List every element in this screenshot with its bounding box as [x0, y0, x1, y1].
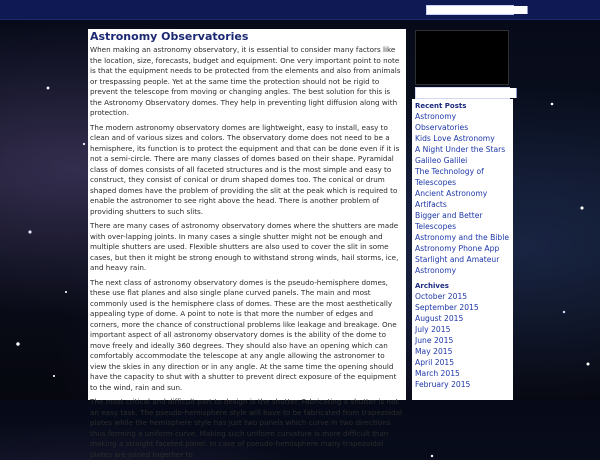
- sidebar: [412, 29, 513, 400]
- recent-post-link-4[interactable]: Galileo Galilei: [415, 156, 468, 165]
- article-paragraph-1: When making an astronomy observatory, it is essential to consider many factors like the location, size, forecasts, budget and equipment. One very important point to note is that the equipment needs to be protected from the elements and also from animals or trespassing people. Yet at the same time the protection should not be rigid to prevent the telescope from moving or changing angles. The best solution for this is the Astronomy Observatory domes. They help in preventing light diffusion along with protection.: [90, 45, 401, 117]
- archive-link-1[interactable]: October 2015: [415, 292, 468, 301]
- article-paragraph-3: There are many cases of astronomy observatory domes where the shutters are made with over-lapping joints. In many cases a single shutter might not be enough and multiple shutters are used. Flexible shutters are also used to cover the slit in some cases, but then it might be strong enough to withstand strong winds, hail storms, ice, and heavy rain.: [90, 221, 399, 272]
- article-paragraph-5: The most critical and difficult part to design is the shutter. Fabricating a shutter is not an easy task. The pseudo-hemisphere style will have to be fabricated from trapezoidal plates while the hemisphere style has just two panels which curve in two directions thus forming a uniform curve. Making such uniform curvature is more difficult than making a straight faceted panel. In case of pseudo-hemisphere many trapezoidal plates are joined together to: [90, 397, 402, 459]
- archive-link-7[interactable]: April 2015: [415, 358, 455, 367]
- archive-link-5[interactable]: June 2015: [415, 336, 454, 345]
- recent-posts-list: [415, 111, 511, 276]
- recent-post-link-3[interactable]: A Night Under the Stars: [415, 145, 506, 154]
- recent-post-link-7[interactable]: Bigger and Better Telescopes: [415, 211, 483, 231]
- archives-list: [415, 291, 511, 390]
- sidebar-search-input[interactable]: [416, 88, 516, 98]
- article-paragraph-2: The modern astronomy observatory domes are lightweight, easy to install, easy to clean and of various sizes and colors. The observatory dome does not need to be a hemisphere, its function is to protect the equipment and that can be done even if it is not a semi-circle. There are many classes of domes based on their shape. Pyramidal class of domes consists of all faceted structures and is the most simple and easy to construct, they consist of conical or drum shaped domes too. The conical or drum shaped domes have the problem of providing the slit at the peak which is required to enable the astronomer to see right above the head. There is another problem of providing shutters to such slits.: [90, 122, 400, 216]
- recent-post-link-10[interactable]: Starlight and Amateur Astronomy: [415, 255, 500, 275]
- top-search-scroll-handle: [527, 6, 528, 14]
- archive-link-4[interactable]: July 2015: [415, 325, 451, 334]
- recent-post-link-1[interactable]: Astronomy Observatories: [415, 112, 469, 132]
- recent-post-link-8[interactable]: Astronomy and the Bible: [415, 233, 509, 242]
- top-search-input[interactable]: [427, 6, 527, 14]
- sidebar-search-scroll-handle: [516, 88, 517, 98]
- article-paragraph-4: The next class of astronomy observatory domes is the pseudo-hemisphere domes, these use flat planes and also single plane curved panels. The main and most commonly used is the hemisphere class of domes. These are the most aesthetically appealing type of dome. A point to note is that more the number of edges and corners, more the chance of constructional problems like leakage and breakage. One important aspect of all astronomy observatory domes is the ability of the dome to move freely and ideally 360 degrees. They should also have an opening which can comfortably accommodate the telescope at any angle allowing the astronomer to view the skies in any direction or in any angle. At the same time the opening should have the capacity to shut with a shutter to prevent direct exposure of the equipment to the wind, rain and sun.: [90, 277, 397, 392]
- recent-post-link-6[interactable]: Ancient Astronomy Artifacts: [415, 189, 488, 209]
- top-search-box[interactable]: [426, 5, 514, 15]
- top-navigation-bar: [0, 0, 600, 20]
- archive-link-9[interactable]: February 2015: [415, 380, 471, 389]
- recent-post-link-9[interactable]: Astronomy Phone App: [415, 244, 500, 253]
- archive-link-2[interactable]: September 2015: [415, 303, 479, 312]
- recent-post-link-5[interactable]: The Technology of Telescopes: [415, 167, 484, 187]
- article-content: [88, 29, 406, 459]
- sidebar-search-box[interactable]: [415, 87, 510, 99]
- archives-title: Archives: [415, 282, 449, 290]
- archive-link-6[interactable]: May 2015: [415, 347, 453, 356]
- sidebar-panel: [412, 99, 513, 400]
- recent-posts-widget: [415, 102, 511, 276]
- archive-link-8[interactable]: March 2015: [415, 369, 460, 378]
- recent-posts-title: Recent Posts: [415, 102, 467, 110]
- archives-widget: [415, 282, 511, 390]
- sidebar-black-box: [415, 30, 509, 85]
- archive-link-3[interactable]: August 2015: [415, 314, 464, 323]
- post-title: Astronomy Observatories: [90, 30, 249, 43]
- recent-post-link-2[interactable]: Kids Love Astronomy: [415, 134, 495, 143]
